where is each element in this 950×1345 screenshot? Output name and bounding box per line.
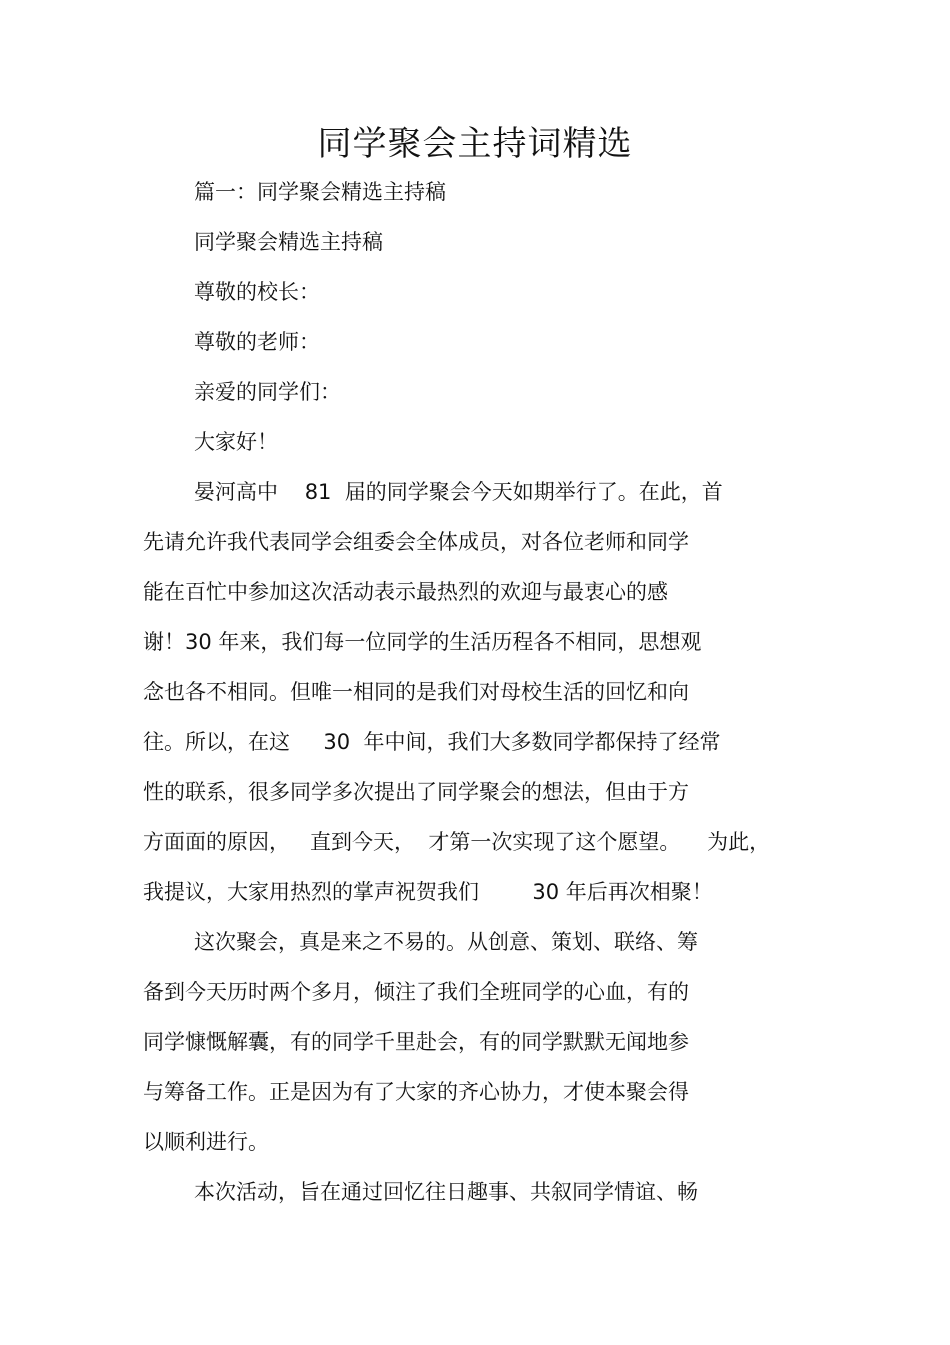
paragraph-line: 以顺利进行。: [143, 1130, 269, 1154]
subtitle-line: 同学聚会精选主持稿: [194, 230, 383, 254]
greeting-line: 大家好！: [194, 430, 278, 454]
paragraph-line: 备到今天历时两个多月，倾注了我们全班同学的心血，有的: [143, 980, 689, 1004]
salutation-principal: 尊敬的校长：: [194, 280, 320, 304]
paragraph-line: 谢！30 年来，我们每一位同学的生活历程各不相同，思想观: [143, 630, 702, 654]
paragraph-line: 与筹备工作。正是因为有了大家的齐心协力，才使本聚会得: [143, 1080, 689, 1104]
paragraph-line: 先请允许我代表同学会组委会全体成员，对各位老师和同学: [143, 530, 689, 554]
paragraph-line: 本次活动，旨在通过回忆往日趣事、共叙同学情谊、畅: [194, 1180, 698, 1204]
paragraph-line: 晏河高中 81 届的同学聚会今天如期举行了。在此，首: [194, 480, 723, 504]
paragraph-line: 性的联系，很多同学多次提出了同学聚会的想法，但由于方: [143, 780, 689, 804]
section-heading: 篇一：同学聚会精选主持稿: [194, 180, 446, 204]
paragraph-line: 我提议，大家用热烈的掌声祝贺我们 30 年后再次相聚！: [143, 880, 713, 904]
paragraph-line: 这次聚会，真是来之不易的。从创意、策划、联络、筹: [194, 930, 698, 954]
paragraph-line: 能在百忙中参加这次活动表示最热烈的欢迎与最衷心的感: [143, 580, 668, 604]
salutation-classmates: 亲爱的同学们：: [194, 380, 341, 404]
paragraph-line: 念也各不相同。但唯一相同的是我们对母校生活的回忆和向: [143, 680, 689, 704]
salutation-teachers: 尊敬的老师：: [194, 330, 320, 354]
paragraph-line: 往。所以，在这 30 年中间，我们大多数同学都保持了经常: [143, 730, 721, 754]
paragraph-line: 同学慷慨解囊，有的同学千里赴会，有的同学默默无闻地参: [143, 1030, 689, 1054]
paragraph-line: 方面面的原因， 直到今天， 才第一次实现了这个愿望。 为此，: [143, 830, 771, 854]
document-title: 同学聚会主持词精选: [317, 124, 633, 164]
